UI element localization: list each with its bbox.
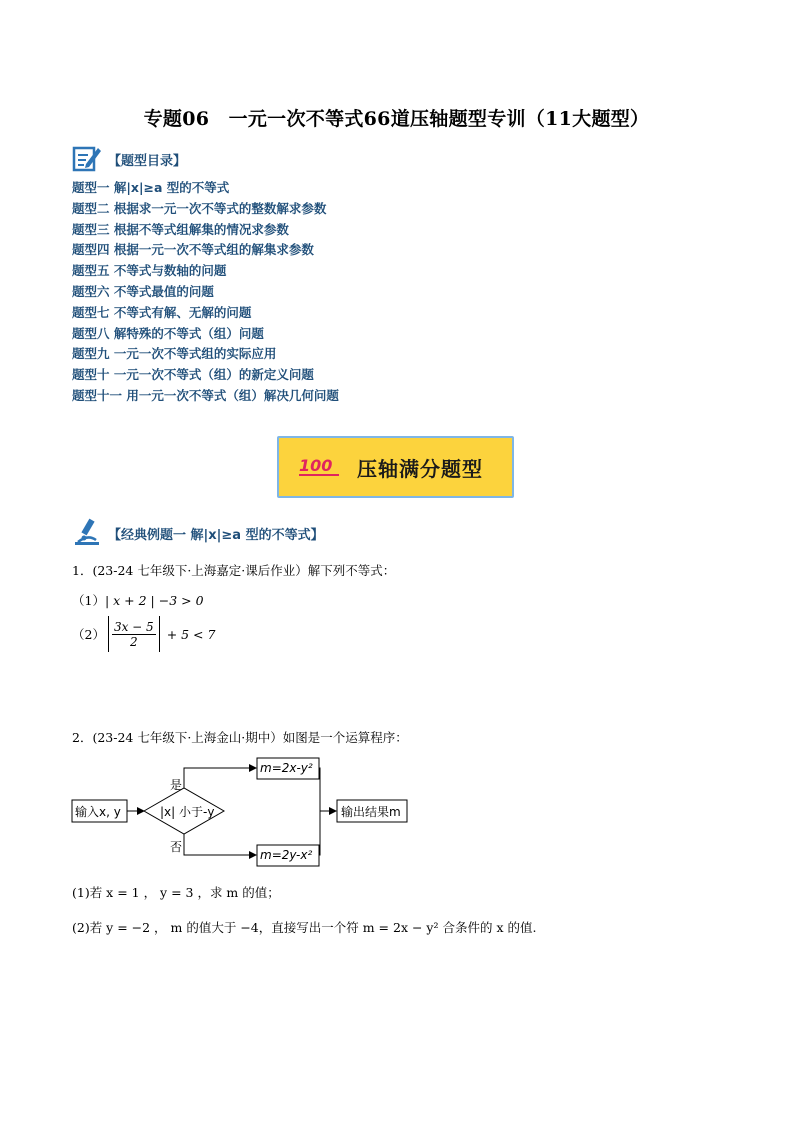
toc-item[interactable]: 题型四 根据一元一次不等式组的解集求参数 bbox=[72, 242, 314, 258]
question-2-part-1: (1)若 x = 1 ， y = 3 ，求 m 的值； bbox=[72, 885, 280, 900]
flow-top-formula: m=2x-y² bbox=[260, 761, 313, 775]
inequality-rest: + 5 < 7 bbox=[166, 626, 216, 642]
toc-item[interactable]: 题型二 根据求一元一次不等式的整数解求参数 bbox=[72, 200, 327, 216]
toc-item[interactable]: 题型五 不等式与数轴的问题 bbox=[72, 263, 227, 279]
section-banner bbox=[277, 436, 514, 498]
flow-yes-label: 是 bbox=[170, 778, 183, 792]
question-1-stem: 1．(23-24 七年级下·上海嘉定·课后作业）解下列不等式： bbox=[72, 563, 396, 578]
flow-input-label: 输入x, y bbox=[75, 805, 121, 819]
toc-heading: 【题型目录】 bbox=[108, 154, 187, 169]
toc-list bbox=[72, 178, 339, 407]
question-2-stem: 2．(23-24 七年级下·上海金山·期中）如图是一个运算程序： bbox=[72, 730, 408, 745]
toc-item[interactable]: 题型三 根据不等式组解集的情况求参数 bbox=[72, 221, 289, 237]
hundred-points-icon: 100 bbox=[299, 458, 339, 476]
part-label: （2） bbox=[72, 627, 105, 642]
question-2-part-2: (2)若 y = −2 ， m 的值大于 −4，直接写出一个符 m = 2x − y² 合条件的 x 的值. bbox=[72, 920, 537, 935]
flow-no-label: 否 bbox=[170, 840, 183, 854]
toc-item[interactable]: 题型八 解特殊的不等式（组）问题 bbox=[72, 325, 264, 341]
part-label: （1） bbox=[72, 593, 105, 608]
flow-bottom-formula: m=2y-x² bbox=[260, 848, 313, 862]
toc-item[interactable]: 题型十一 用一元一次不等式（组）解决几何问题 bbox=[72, 387, 339, 403]
toc-item[interactable]: 题型十 一元一次不等式（组）的新定义问题 bbox=[72, 367, 314, 383]
page-title: 专题06 一元一次不等式66道压轴题型专训（11大题型） bbox=[143, 108, 650, 130]
toc-item[interactable]: 题型七 不等式有解、无解的问题 bbox=[72, 304, 252, 320]
fraction-numerator: 3x − 5 bbox=[113, 619, 154, 634]
example-heading: 【经典例题一 解|x|≥a 型的不等式】 bbox=[108, 528, 324, 543]
toc-item[interactable]: 题型六 不等式最值的问题 bbox=[72, 283, 214, 299]
banner-text: 压轴满分题型 bbox=[357, 456, 483, 481]
question-1-part-2 bbox=[72, 616, 215, 652]
fraction bbox=[112, 620, 156, 649]
fraction-denominator: 2 bbox=[130, 634, 138, 649]
flow-decision-label: |x| 小于-y bbox=[160, 805, 215, 819]
flow-output-label: 输出结果m bbox=[341, 805, 401, 819]
question-1-part-1 bbox=[72, 591, 204, 609]
inequality-expression: | x + 2 | −3 > 0 bbox=[104, 593, 204, 608]
notepad-pen-icon bbox=[72, 144, 102, 172]
toc-item[interactable]: 题型一 解|x|≥a 型的不等式 bbox=[72, 180, 230, 195]
toc-item[interactable]: 题型九 一元一次不等式组的实际应用 bbox=[72, 346, 277, 362]
microscope-icon bbox=[72, 516, 102, 546]
